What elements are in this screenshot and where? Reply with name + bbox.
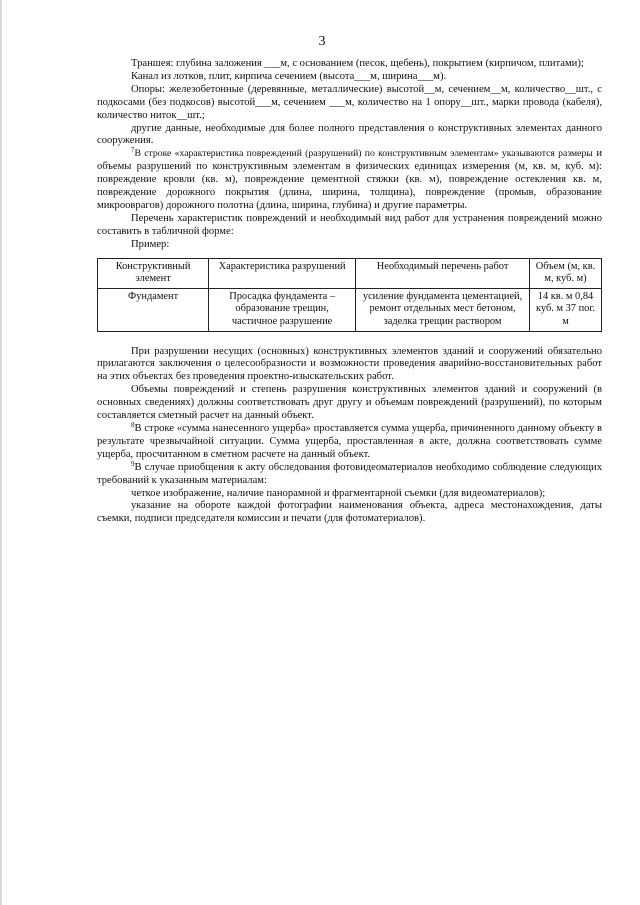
table-cell: усиление фундамента цементацией, ремонт отдельных мест бетоном, заделка трещин раствором [356,288,530,331]
table-row [98,288,602,331]
table-header-cell: Конструктивный элемент [98,258,209,288]
paragraph-footnote-8 [97,423,602,462]
footnote-9-mark: 9 [131,459,135,468]
table-header-cell: Необходимый перечень работ [356,258,530,288]
footnote-7-rest: и объемы разрушений по конструктивным элементам в физических единицах измерения (м, кв. м, куб. м): повреждение кровли (кв. м), повреждение цементной стяжки (кв. м), повреждение остекления кв. м, повреждение дорожного покрытия (длина, ширина, толщина), повреждение (промыв, образование микрооврагов) дорожного полотна (длина, ширина, глубина) и другие параметры. [97,148,602,211]
paragraph-load-bearing: При разрушении несущих (основных) конструктивных элементов зданий и сооружений обязательно прилагаются заключения о целесообразности и возможности проведения аварийно-восстановительных работ на этих объектах без проведения проектно-изыскательских работ. [97,345,602,383]
footnote-7-mark: 7 [131,146,135,155]
paragraph-other-data: другие данные, необходимые для более полного представления о конструктивных элементах данного сооружения. [97,122,602,147]
table-header-row [98,258,602,288]
requirement-item: четкое изображение, наличие панорамной и фрагментарной съемки (для видеоматериалов); [131,487,546,499]
table-header-cell: Объем (м, кв. м, куб. м) [530,258,602,288]
table-cell: Просадка фундамента – образование трещин, частичное разрушение [209,288,356,331]
footnote-8-text: В строке «сумма нанесенного ущерба» проставляется сумма ущерба, причиненного данному объекту в результате чрезвычайной ситуации. Сумма ущерба, проставленная в акте, должна соответствовать сумме ущерба, просчитанном в сметном расчете на данный объект. [97,423,602,460]
paragraph-footnote-9 [97,459,602,488]
footnote-7-lead: В строке «характеристика повреждений (разрушений) по конструктивным элементам» указываются размеры [134,148,593,160]
example-label: Пример: [131,238,170,250]
paragraph-footnote-7 [97,148,602,213]
paragraph-supports: Опоры: железобетонные (деревянные, металлические) высотой__м, сечением__м, количество__шт., с подкосами (без подкосов) высотой___м, сечением ___м, количество на 1 опору__шт., марки провода (кабеля), количество ниток__шт.; [97,83,602,121]
paragraph-table-intro: Перечень характеристик повреждений и необходимый вид работ для устранения повреждений можно составить в табличной форме: [97,212,602,237]
works-table [97,258,602,332]
table-header-cell: Характеристика разрушений [209,258,356,288]
paragraph-channel: Канал из лотков, плит, кирпича сечением (высота___м, ширина___м). [131,70,447,82]
footnote-9-text: В случае приобщения к акту обследования фотовидеоматериалов необходимо соблюдение следующих требований к указанным материалам: [97,461,602,486]
requirement-item: указание на обороте каждой фотографии наименования объекта, адреса местонахождения, даты съемки, подписи председателя комиссии и печати (для фотоматериалов). [97,500,602,525]
page-number: 3 [318,34,326,49]
table-cell: Фундамент [98,288,209,331]
paragraph-trench: Траншея: глубина заложения ___м, с основанием (песок, щебень), покрытием (кирпичом, плитами); [131,58,584,69]
paragraph-volumes: Объемы повреждений и степень разрушения конструктивных элементов зданий и сооружений (в основных сведениях) должны соответствовать друг другу и объемам повреждений (разрушений), по которым составляется сметный расчет на данный объект. [97,384,602,422]
footnote-8-mark: 8 [131,421,135,429]
table-cell: 14 кв. м 0,84 куб. м 37 пог. м [530,288,602,331]
document-body [97,58,602,526]
